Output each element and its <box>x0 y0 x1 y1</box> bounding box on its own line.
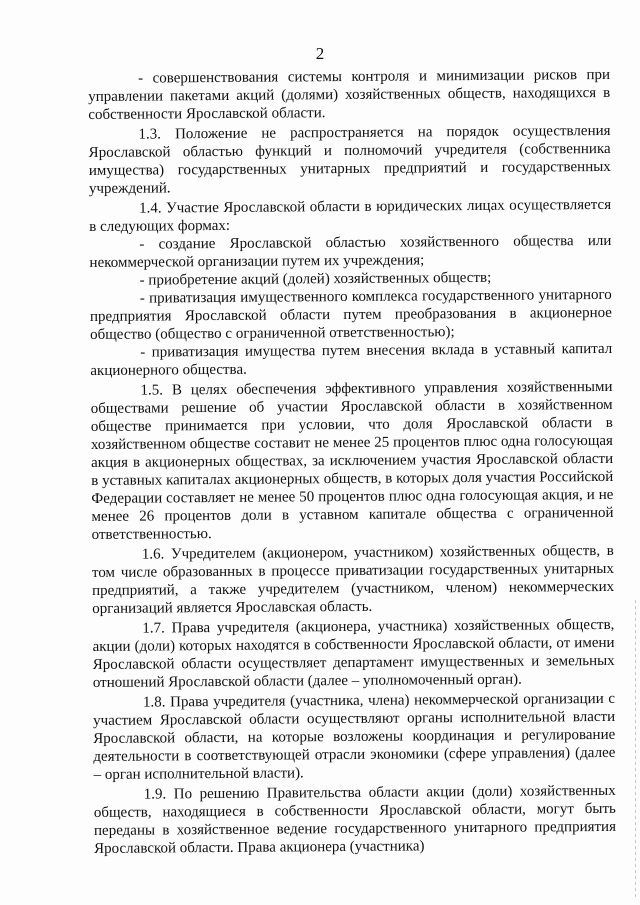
paragraph-1-3: 1.3. Положение не распространяется на порядок осуществления Ярославской областью функций и полномочий учредителя (собственника имущества) государственных унитарных предприятий и государственных учреждений. <box>88 122 611 197</box>
page-number: 2 <box>315 44 325 63</box>
paragraph-1-7: 1.7. Права учредителя (акционера, участника) хозяйственных обществ, акции (доли) которых находятся в собственности Ярославской области, от имени Ярославской области осуществляет департамент имущественных и земельных отношений Ярославской области (далее – уполномоченный орган). <box>92 616 615 691</box>
list-item-acquisition: - приобретение акций (долей) хозяйственных обществ; <box>139 269 492 289</box>
paragraph-1-6: 1.6. Учредителем (акционером, участником) хозяйственных обществ, в том числе образованных в процессе приватизации государственных унитарных предприятий, а также учредителем (участником, членом) некоммерческих организаций является Ярославская область. <box>91 542 615 617</box>
scan-edge-mark <box>635 600 636 900</box>
paragraph-1-5: 1.5. В целях обеспечения эффективного управления хозяйственными обществами решение об участии Ярославской области в хозяйственном обществе принимается при условии, что доля Ярославской области в хозяйственном обществе составит не менее 25 процентов плюс одна голосующая акция в акционерных обществах, за исключением участия Ярославской области в уставных капиталах акционерных обществ, в которых доля участия Российской Федерации составляет не менее 50 процентов плюс одна голосующая акция, и не менее 26 процентов доли в уставном капитале общества с ограниченной ответственностью. <box>90 378 614 543</box>
paragraph-risk-control: - совершенствования системы контроля и минимизации рисков при управлении пакетами акций (долями) хозяйственных обществ, находящихся в собственности Ярославской области. <box>88 66 611 123</box>
document-body <box>88 66 616 860</box>
paragraph-1-4: 1.4. Участие Ярославской области в юридических лицах осуществляется в следующих формах: <box>89 196 612 235</box>
list-item-privatization-contribution: - приватизация имущества путем внесения вклада в уставный капитал акционерного общества. <box>90 340 613 379</box>
list-item-privatization-complex: - приватизация имущественного комплекса государственного унитарного предприятия Ярославской области путем преобразования в акционерное общество (общество с ограниченной ответственностью); <box>89 286 612 343</box>
list-item-creation: - создание Ярославской областью хозяйственного общества или некоммерческой организации путем их учреждения; <box>89 232 612 271</box>
paragraph-1-8: 1.8. Права учредителя (участника, члена) некоммерческой организации с участием Ярославской области осуществляют органы исполнительной власти Ярославской области, на которые возложены координация и регулирование деятельности в соответствующей отрасли экономики (сфере управления) (далее – орган исполнительной власти). <box>93 690 616 783</box>
paragraph-1-9: 1.9. По решению Правительства области акции (доли) хозяйственных обществ, находящиеся в собственности Ярославской области, могут быть переданы в хозяйственное ведение государственного унитарного предприятия Ярославской области. Права акционера (участника) <box>93 782 617 857</box>
